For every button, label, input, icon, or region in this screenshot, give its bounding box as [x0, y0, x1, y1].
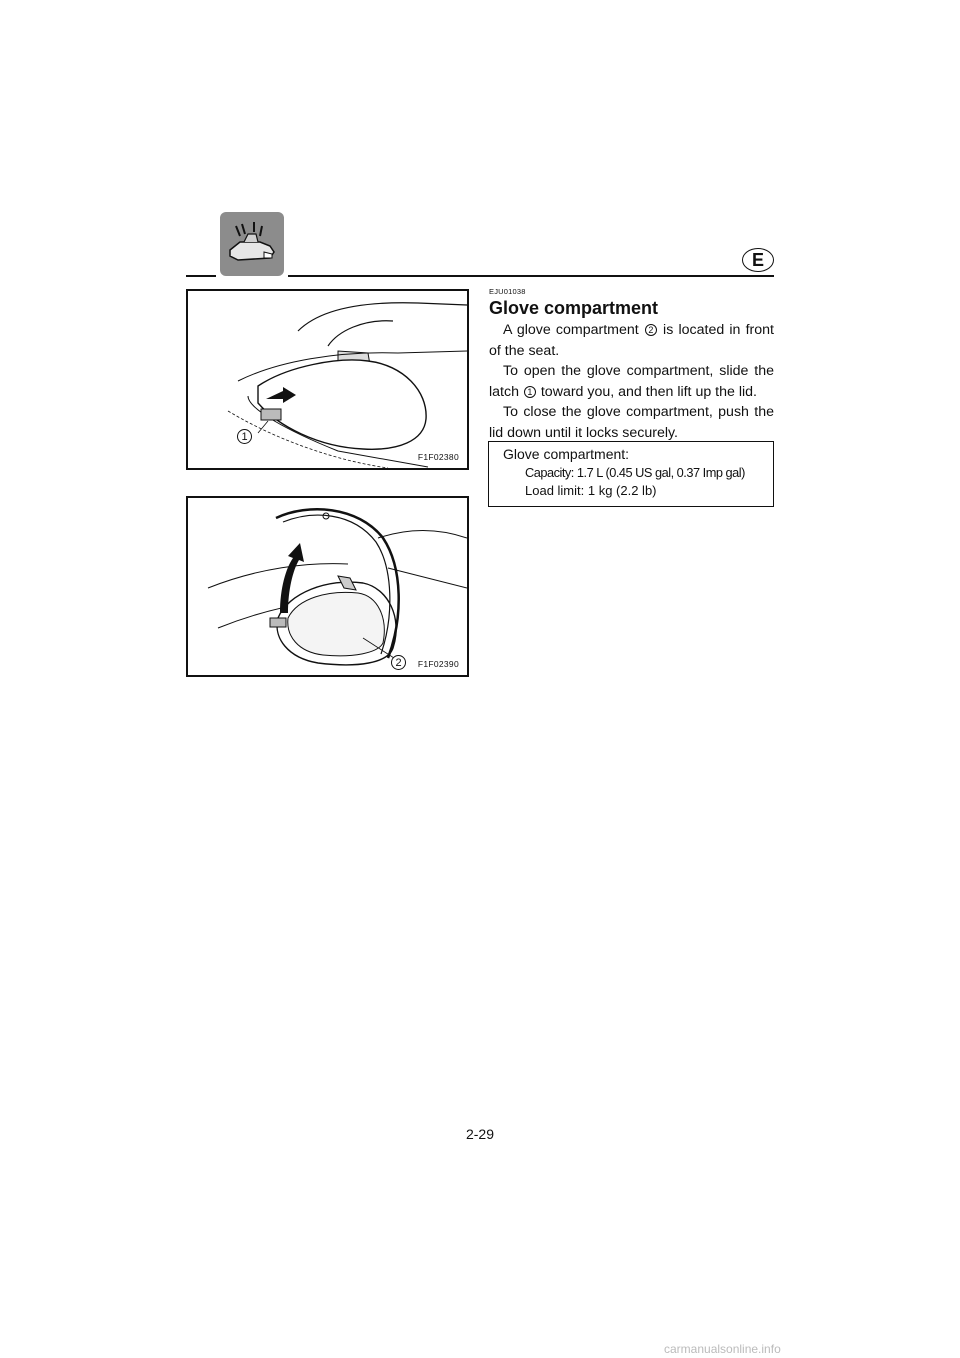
paragraph-close: To close the glove compartment, push the lid down until it locks securely. [489, 404, 774, 441]
figure-code: F1F02390 [417, 659, 459, 669]
footer-watermark: carmanualsonline.info [664, 1342, 781, 1356]
paragraph-open: To open the glove compartment, slide the latch 1 toward you, and then lift up the lid. [489, 363, 774, 400]
figure-code: F1F02380 [417, 452, 459, 462]
paragraph-location: A glove compartment 2 is located in front of the seat. [489, 322, 774, 359]
section-code: EJU01038 [489, 287, 526, 296]
lid-illustration [188, 498, 467, 675]
spec-capacity: Capacity: 1.7 L (0.45 US gal, 0.37 Imp gal) [525, 465, 745, 480]
spec-load-limit: Load limit: 1 kg (2.2 lb) [525, 483, 657, 498]
page-number: 2-29 [465, 1126, 495, 1142]
language-badge: E [742, 248, 774, 272]
jet-ski-icon [220, 212, 284, 276]
figure-lid-open [186, 496, 469, 677]
spec-title: Glove compartment: [503, 446, 630, 462]
figure-latch [186, 289, 469, 470]
ref-1: 1 [524, 386, 536, 398]
section-body [489, 320, 774, 444]
callout-1: 1 [237, 429, 252, 444]
ref-2: 2 [645, 324, 657, 336]
spec-box [488, 441, 774, 507]
latch-illustration [188, 291, 467, 468]
section-title: Glove compartment [489, 298, 659, 318]
header-rule-right [288, 275, 774, 277]
callout-2: 2 [391, 655, 406, 670]
header-rule-left [186, 275, 216, 277]
